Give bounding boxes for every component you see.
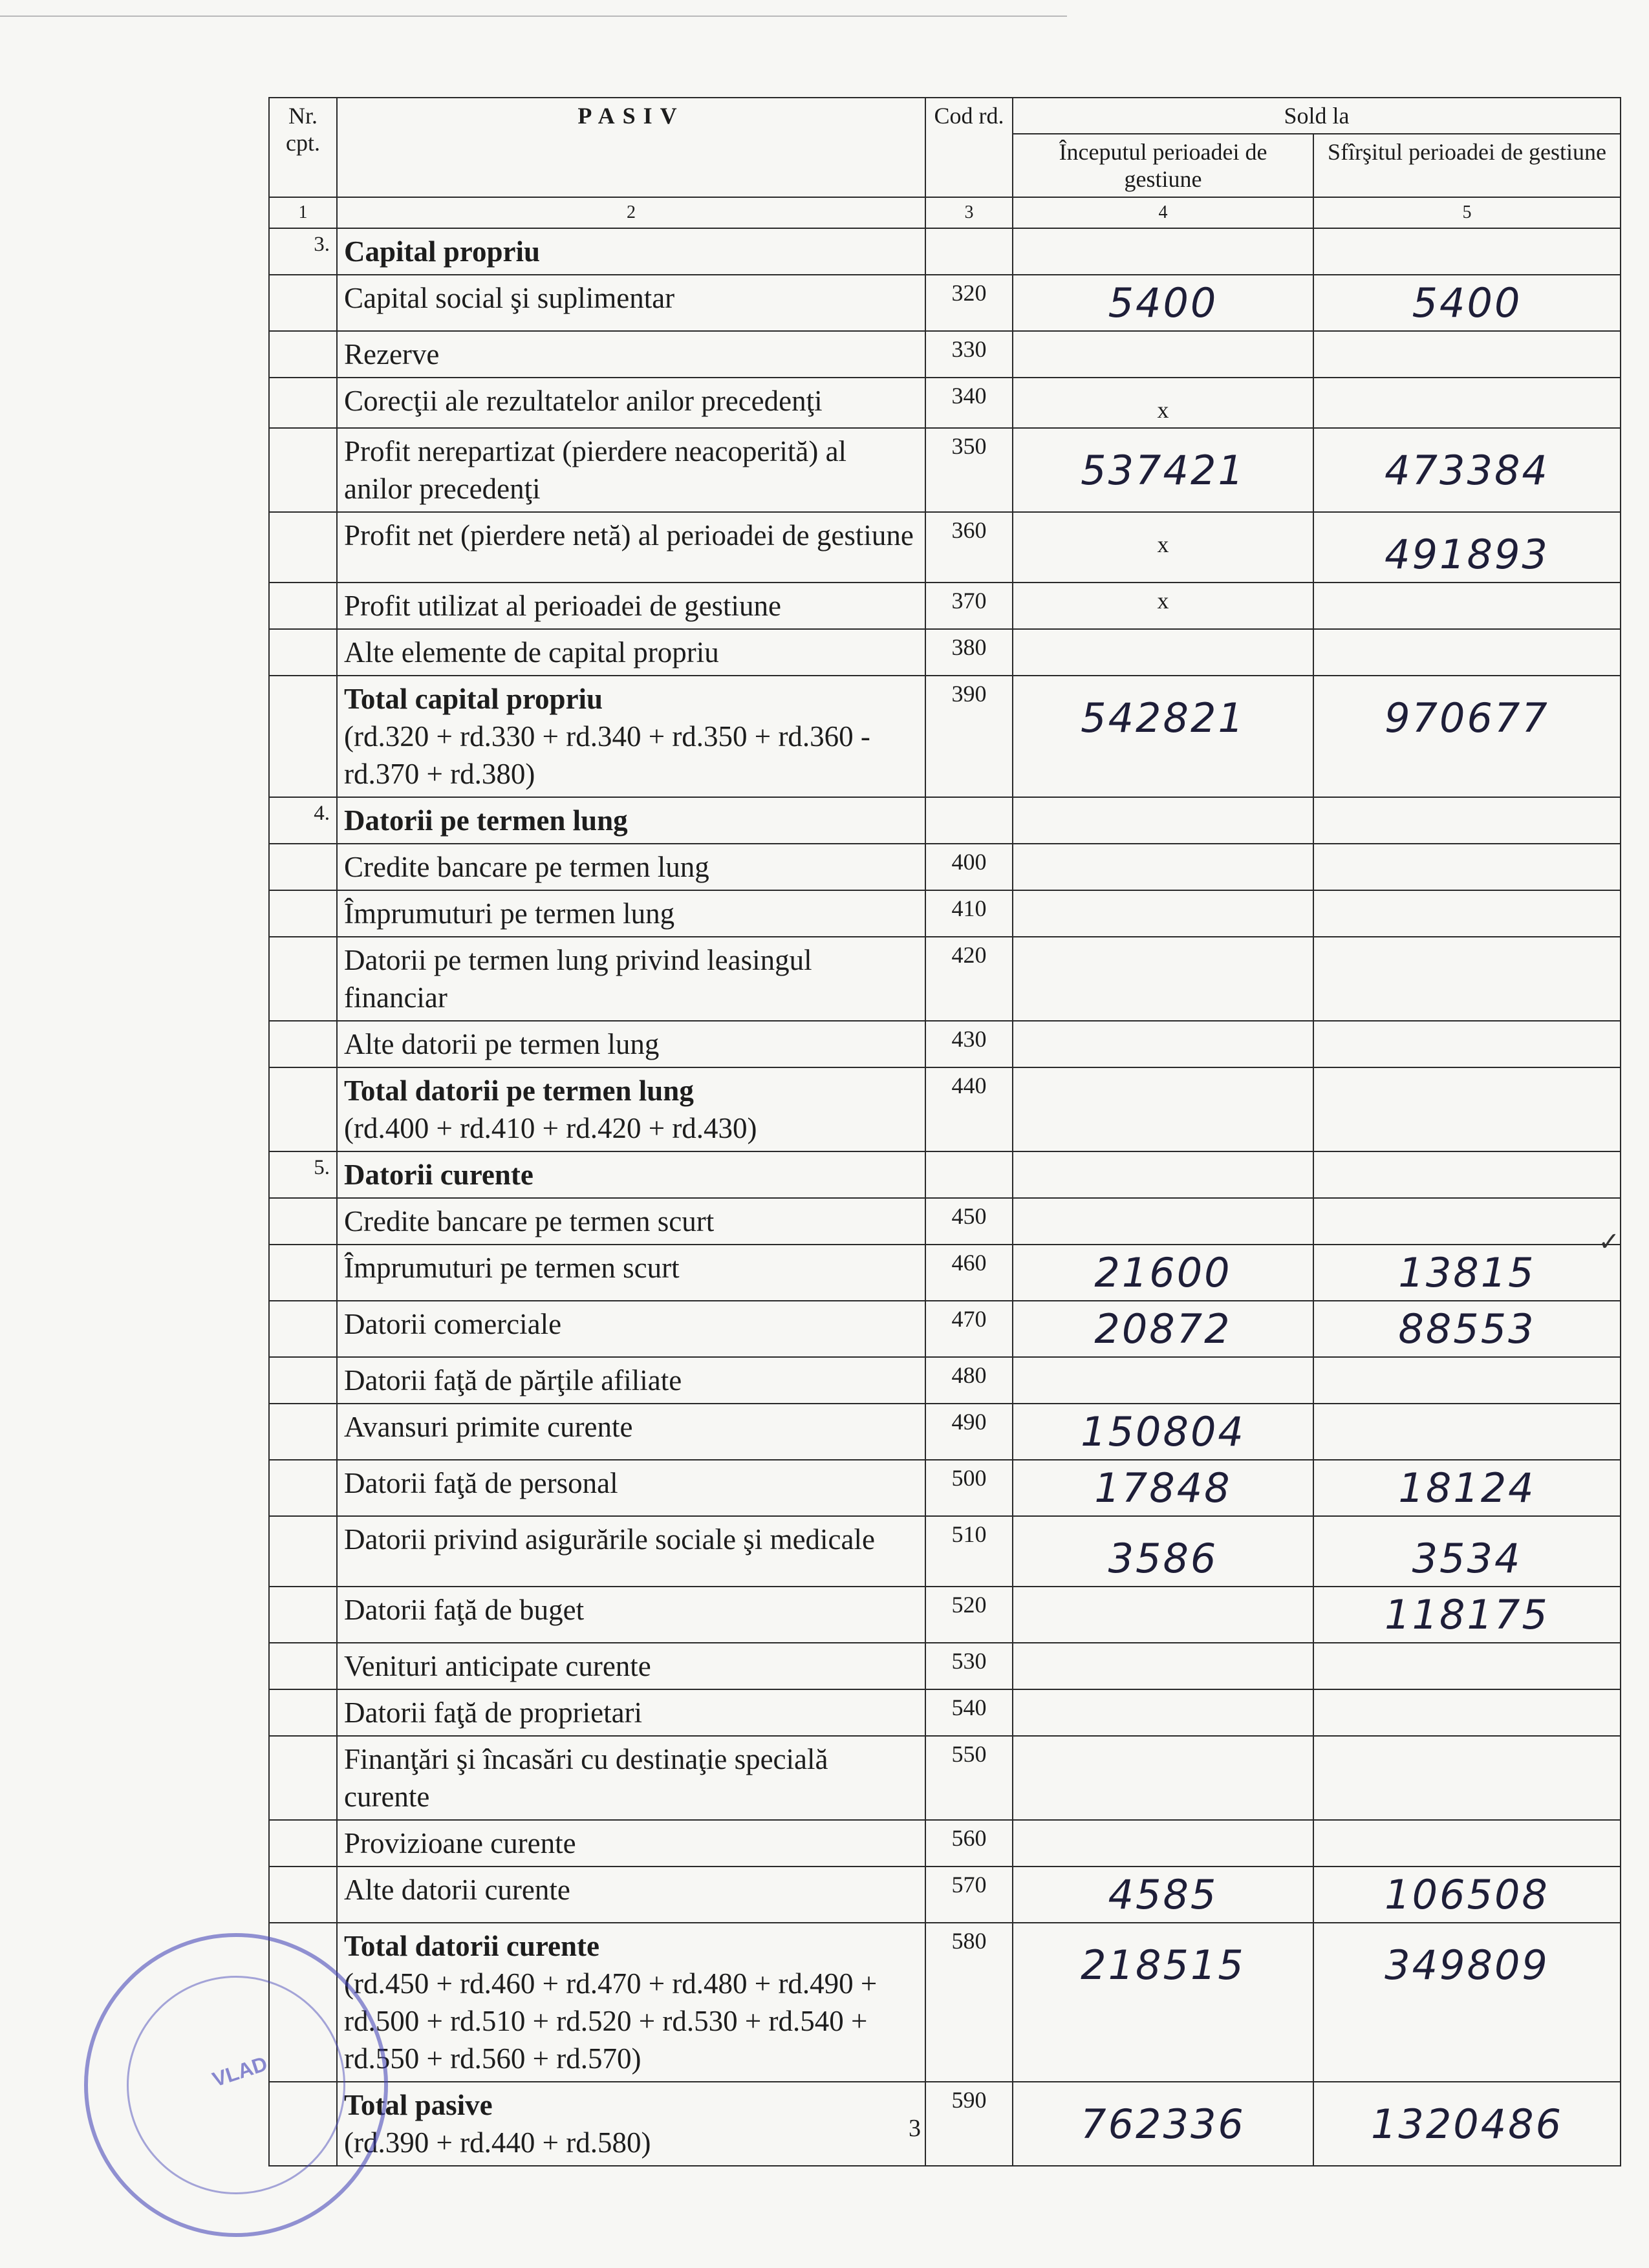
row-number: 5. (269, 1151, 337, 1198)
value-start (1013, 512, 1313, 583)
value-end (1313, 1067, 1621, 1151)
row-label (337, 1245, 925, 1301)
row-number (269, 1460, 337, 1516)
handwritten-value: 5400 (1412, 279, 1522, 326)
row-label (337, 1301, 925, 1357)
table-row (269, 228, 1621, 275)
row-code: 370 (925, 583, 1013, 629)
table-row (269, 1587, 1621, 1643)
row-label (337, 676, 925, 797)
table-row (269, 583, 1621, 629)
value-end (1313, 844, 1621, 890)
value-start (1013, 1460, 1313, 1516)
header-end-period: Sfîrşitul perioadei de gestiune (1313, 134, 1621, 197)
row-number (269, 1067, 337, 1151)
row-number (269, 275, 337, 331)
table-row (269, 1245, 1621, 1301)
value-start (1013, 937, 1313, 1021)
value-end (1313, 1923, 1621, 2082)
row-code: 350 (925, 428, 1013, 512)
table-row (269, 1198, 1621, 1245)
balance-sheet-liabilities-table (268, 97, 1621, 2166)
row-code: 540 (925, 1689, 1013, 1736)
row-code: 340 (925, 378, 1013, 428)
value-start (1013, 1643, 1313, 1689)
value-start (1013, 1736, 1313, 1820)
row-label-text: Total pasive (344, 2089, 493, 2121)
handwritten-value: 537421 (1081, 447, 1245, 494)
row-label (337, 1516, 925, 1587)
handwritten-value: 88553 (1398, 1305, 1536, 1353)
handwritten-value: 491893 (1385, 531, 1549, 578)
table-row (269, 797, 1621, 844)
value-start (1013, 428, 1313, 512)
company-seal (84, 1933, 388, 2237)
row-formula: (rd.390 + rd.440 + rd.580) (344, 2126, 651, 2159)
row-label (337, 1460, 925, 1516)
table-row (269, 1460, 1621, 1516)
row-number (269, 1587, 337, 1643)
row-label (337, 1151, 925, 1198)
value-start (1013, 1021, 1313, 1067)
table-row (269, 1689, 1621, 1736)
value-start (1013, 890, 1313, 937)
value-start (1013, 1689, 1313, 1736)
handwritten-value: 13815 (1398, 1249, 1536, 1296)
table-row (269, 428, 1621, 512)
row-code: 450 (925, 1198, 1013, 1245)
col-index: 5 (1313, 197, 1621, 228)
value-start (1013, 378, 1313, 428)
value-start (1013, 1357, 1313, 1404)
handwritten-value: 1320486 (1370, 2101, 1564, 2148)
table-row (269, 629, 1621, 676)
row-label-text: Datorii pe termen lung privind leasingul financiar (344, 944, 812, 1014)
row-label-text: Datorii comerciale (344, 1308, 562, 1340)
row-number (269, 1301, 337, 1357)
row-label (337, 1404, 925, 1460)
row-code: 500 (925, 1460, 1013, 1516)
table-row (269, 1923, 1621, 2082)
row-label-text: Datorii curente (344, 1159, 534, 1191)
table-row (269, 378, 1621, 428)
row-number (269, 1736, 337, 1820)
value-start (1013, 1923, 1313, 2082)
row-label (337, 1923, 925, 2082)
row-label-text: Alte datorii curente (344, 1874, 570, 1906)
row-label (337, 937, 925, 1021)
handwritten-value: 218515 (1081, 1942, 1245, 1989)
value-end (1313, 1587, 1621, 1643)
row-number (269, 1404, 337, 1460)
row-label (337, 583, 925, 629)
row-label-text: Corecţii ale rezultatelor anilor precedenţi (344, 385, 823, 417)
handwritten-value: 21600 (1094, 1249, 1232, 1296)
row-formula: (rd.320 + rd.330 + rd.340 + rd.350 + rd.360 - rd.370 + rd.380) (344, 720, 870, 790)
row-number (269, 676, 337, 797)
value-end (1313, 1736, 1621, 1820)
table-row (269, 512, 1621, 583)
row-label (337, 844, 925, 890)
row-label-text: Datorii faţă de buget (344, 1594, 585, 1626)
header-sold-la: Sold la (1013, 98, 1621, 134)
table-row (269, 1643, 1621, 1689)
row-number (269, 629, 337, 676)
table-row (269, 890, 1621, 937)
value-end (1313, 331, 1621, 378)
value-end (1313, 583, 1621, 629)
not-applicable-mark: x (1157, 397, 1169, 423)
handwritten-value: 20872 (1094, 1305, 1232, 1353)
row-label-text: Împrumuturi pe termen lung (344, 897, 675, 930)
value-end (1313, 1516, 1621, 1587)
row-number (269, 1643, 337, 1689)
handwritten-value: 5400 (1108, 279, 1218, 326)
row-label-text: Credite bancare pe termen scurt (344, 1205, 715, 1237)
row-label-text: Alte datorii pe termen lung (344, 1028, 660, 1060)
table-row (269, 1516, 1621, 1587)
row-label-text: Provizioane curente (344, 1827, 576, 1859)
value-end (1313, 1357, 1621, 1404)
row-code: 460 (925, 1245, 1013, 1301)
row-number: 3. (269, 228, 337, 275)
row-label-text: Datorii faţă de personal (344, 1467, 618, 1499)
row-label (337, 512, 925, 583)
handwritten-value: 4585 (1108, 1871, 1218, 1918)
row-label (337, 228, 925, 275)
row-number (269, 378, 337, 428)
row-label-text: Împrumuturi pe termen scurt (344, 1252, 680, 1284)
row-code: 440 (925, 1067, 1013, 1151)
value-start (1013, 583, 1313, 629)
row-code: 590 (925, 2082, 1013, 2166)
value-start (1013, 797, 1313, 844)
value-start (1013, 1404, 1313, 1460)
row-formula: (rd.400 + rd.410 + rd.420 + rd.430) (344, 1112, 757, 1144)
row-label (337, 1357, 925, 1404)
table-row (269, 275, 1621, 331)
row-code: 490 (925, 1404, 1013, 1460)
row-number (269, 1820, 337, 1867)
value-end (1313, 1643, 1621, 1689)
value-start (1013, 228, 1313, 275)
table-row (269, 1820, 1621, 1867)
row-label-text: Venituri anticipate curente (344, 1650, 651, 1682)
row-code: 360 (925, 512, 1013, 583)
value-start (1013, 676, 1313, 797)
value-start (1013, 1198, 1313, 1245)
row-label-text: Alte elemente de capital propriu (344, 636, 719, 669)
row-number (269, 1198, 337, 1245)
handwritten-value: 118175 (1385, 1591, 1549, 1638)
row-code: 420 (925, 937, 1013, 1021)
value-end (1313, 2082, 1621, 2166)
row-code: 510 (925, 1516, 1013, 1587)
not-applicable-mark: x (1157, 531, 1169, 557)
row-number (269, 1516, 337, 1587)
row-label-text: Profit net (pierdere netă) al perioadei de gestiune (344, 519, 914, 551)
row-code (925, 228, 1013, 275)
value-end (1313, 378, 1621, 428)
row-code: 530 (925, 1643, 1013, 1689)
row-code: 480 (925, 1357, 1013, 1404)
handwritten-value: 18124 (1398, 1464, 1536, 1512)
row-label-text: Datorii privind asigurările sociale şi medicale (344, 1523, 875, 1556)
handwritten-value: 150804 (1081, 1408, 1245, 1455)
row-code: 390 (925, 676, 1013, 797)
not-applicable-mark: x (1157, 588, 1169, 614)
value-start (1013, 275, 1313, 331)
row-label (337, 275, 925, 331)
row-number (269, 1689, 337, 1736)
value-end (1313, 1820, 1621, 1867)
row-label-text: Total datorii curente (344, 1930, 599, 1962)
row-number (269, 1867, 337, 1923)
row-label (337, 1820, 925, 1867)
value-start (1013, 629, 1313, 676)
table-row (269, 1067, 1621, 1151)
row-number (269, 331, 337, 378)
row-code: 470 (925, 1301, 1013, 1357)
col-index: 4 (1013, 197, 1313, 228)
row-label (337, 378, 925, 428)
row-label (337, 1867, 925, 1923)
value-end (1313, 228, 1621, 275)
handwritten-value: 473384 (1385, 447, 1549, 494)
value-end (1313, 1021, 1621, 1067)
value-end (1313, 1198, 1621, 1245)
table-row (269, 844, 1621, 890)
row-code (925, 1151, 1013, 1198)
value-end (1313, 275, 1621, 331)
row-label-text: Total datorii pe termen lung (344, 1075, 694, 1107)
row-number (269, 844, 337, 890)
row-code: 400 (925, 844, 1013, 890)
row-label-text: Rezerve (344, 338, 440, 370)
row-label (337, 428, 925, 512)
value-start (1013, 1516, 1313, 1587)
handwritten-value: 762336 (1081, 2101, 1245, 2148)
handwritten-value: 3534 (1412, 1535, 1522, 1582)
row-label-text: Credite bancare pe termen lung (344, 851, 709, 883)
value-start (1013, 1867, 1313, 1923)
value-start (1013, 1151, 1313, 1198)
header-start-period: Începutul perioadei de gestiune (1013, 134, 1313, 197)
table-row (269, 1736, 1621, 1820)
handwritten-value: 349809 (1385, 1942, 1549, 1989)
table-row (269, 331, 1621, 378)
value-start (1013, 2082, 1313, 2166)
value-end (1313, 1689, 1621, 1736)
value-start (1013, 1301, 1313, 1357)
row-label (337, 1067, 925, 1151)
value-start (1013, 1820, 1313, 1867)
value-end (1313, 1404, 1621, 1460)
page-number: 3 (909, 2115, 921, 2142)
value-end (1313, 1301, 1621, 1357)
seal-text: VLAD (209, 2051, 270, 2091)
table-row (269, 937, 1621, 1021)
value-end (1313, 676, 1621, 797)
table-row (269, 1357, 1621, 1404)
row-label (337, 629, 925, 676)
row-label-text: Capital social şi suplimentar (344, 282, 675, 314)
table-body (269, 228, 1621, 2166)
value-start (1013, 844, 1313, 890)
row-number (269, 1357, 337, 1404)
row-code (925, 797, 1013, 844)
header-pasiv: PASIV (337, 98, 925, 197)
row-label-text: Finanţări şi încasări cu destinaţie specială curente (344, 1743, 828, 1813)
header-cod: Cod rd. (925, 98, 1013, 197)
value-start (1013, 1245, 1313, 1301)
handwritten-value: 106508 (1385, 1871, 1549, 1918)
row-code: 550 (925, 1736, 1013, 1820)
row-label-text: Profit nerepartizat (pierdere neacoperită) al anilor precedenţi (344, 435, 847, 505)
check-mark-icon: ✓ (1598, 1227, 1620, 1257)
table-row (269, 1867, 1621, 1923)
row-formula: (rd.450 + rd.460 + rd.470 + rd.480 + rd.490 + rd.500 + rd.510 + rd.520 + rd.530 + rd.540 + rd.550 + rd.560 + rd.570) (344, 1967, 878, 2075)
table-row (269, 1301, 1621, 1357)
value-start (1013, 331, 1313, 378)
row-code: 410 (925, 890, 1013, 937)
table-row (269, 1404, 1621, 1460)
value-start (1013, 1587, 1313, 1643)
row-label-text: Datorii pe termen lung (344, 804, 628, 837)
row-label (337, 1587, 925, 1643)
row-label-text: Datorii faţă de proprietari (344, 1696, 643, 1729)
row-code: 380 (925, 629, 1013, 676)
row-label (337, 1689, 925, 1736)
row-code: 330 (925, 331, 1013, 378)
handwritten-value: 3586 (1108, 1535, 1218, 1582)
handwritten-value: 970677 (1385, 694, 1549, 742)
value-start (1013, 1067, 1313, 1151)
handwritten-value: 17848 (1094, 1464, 1232, 1512)
row-label (337, 331, 925, 378)
handwritten-value: 542821 (1081, 694, 1245, 742)
row-code: 430 (925, 1021, 1013, 1067)
row-number (269, 1245, 337, 1301)
col-index: 2 (337, 197, 925, 228)
value-end (1313, 937, 1621, 1021)
scan-edge-line (0, 16, 1067, 17)
value-end (1313, 512, 1621, 583)
row-label (337, 1643, 925, 1689)
row-label-text: Total capital propriu (344, 683, 603, 715)
row-number (269, 1021, 337, 1067)
value-end (1313, 1151, 1621, 1198)
row-label (337, 1021, 925, 1067)
row-label (337, 1198, 925, 1245)
row-label-text: Capital propriu (344, 235, 540, 268)
row-number: 4. (269, 797, 337, 844)
row-number (269, 512, 337, 583)
row-label (337, 1736, 925, 1820)
row-code: 580 (925, 1923, 1013, 2082)
row-label (337, 2082, 925, 2166)
row-label-text: Datorii faţă de părţile afiliate (344, 1364, 682, 1396)
table-row (269, 676, 1621, 797)
value-end (1313, 1460, 1621, 1516)
table-row (269, 2082, 1621, 2166)
value-end (1313, 890, 1621, 937)
header-nr: Nr. cpt. (269, 98, 337, 197)
row-label (337, 890, 925, 937)
row-label (337, 797, 925, 844)
value-end (1313, 428, 1621, 512)
row-label-text: Avansuri primite curente (344, 1411, 633, 1443)
value-end (1313, 1867, 1621, 1923)
row-label-text: Profit utilizat al perioadei de gestiune (344, 590, 782, 622)
table-row (269, 1151, 1621, 1198)
row-code: 320 (925, 275, 1013, 331)
row-number (269, 890, 337, 937)
table-row (269, 1021, 1621, 1067)
row-number (269, 428, 337, 512)
row-code: 570 (925, 1867, 1013, 1923)
row-code: 560 (925, 1820, 1013, 1867)
col-index: 1 (269, 197, 337, 228)
value-end (1313, 1245, 1621, 1301)
row-number (269, 583, 337, 629)
value-end (1313, 629, 1621, 676)
row-code: 520 (925, 1587, 1013, 1643)
col-index: 3 (925, 197, 1013, 228)
value-end (1313, 797, 1621, 844)
row-number (269, 937, 337, 1021)
